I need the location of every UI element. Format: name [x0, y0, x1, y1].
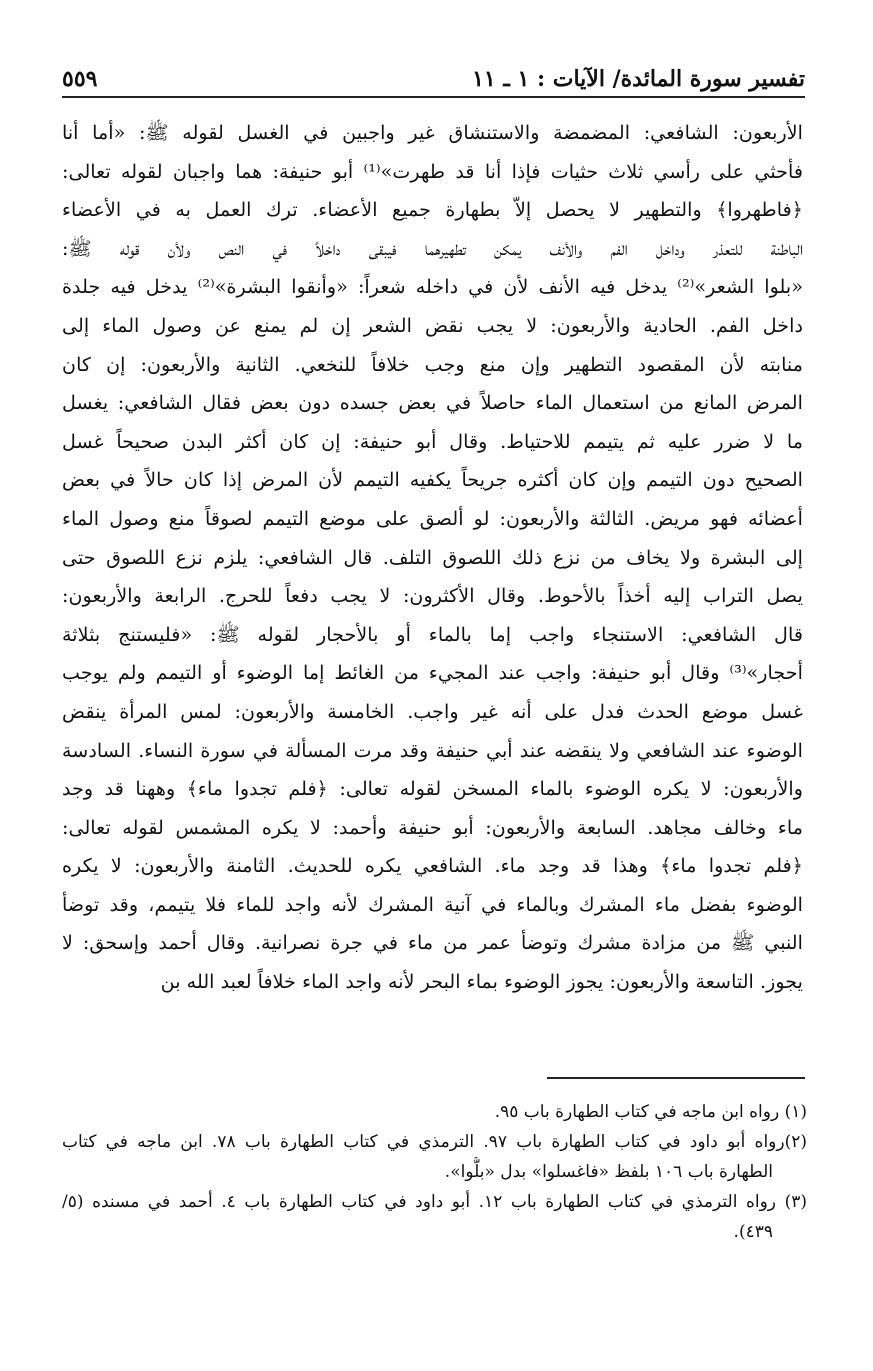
footnote — [62, 1187, 807, 1247]
footnote-line: ٤٣٩). — [733, 1222, 773, 1242]
text-line: المرض المانع من استعمال الماء حاصلاً في بعض جسده دون بعض فقال الشافعي: يغسل — [62, 391, 803, 415]
footnote-separator — [547, 1077, 805, 1079]
text-line: ماء وخالف مجاهد. السابعة والأربعون: أبو حنيفة وأحمد: لا يكره المشمس لقوله تعالى: — [62, 815, 803, 839]
page-number: ٥٥٩ — [62, 66, 98, 92]
footnote — [62, 1127, 807, 1187]
text-line: ﴿فلم تجدوا ماء﴾ وهذا قد وجد ماء. الشافعي يكره للحديث. الثامنة والأربعون: لا يكره — [62, 854, 803, 878]
text-line: منابته لأن المقصود التطهير وإن منع وجب خلافاً للنخعي. الثانية والأربعون: إن كان — [62, 352, 803, 376]
text-line: الصحيح دون التيمم وإن كان أكثره جريحاً يكفيه التيمم لأن المرض إذا كان حالاً في بعض — [62, 468, 803, 492]
text-line: الوضوء عند الشافعي ولا ينقضه عند أبي حنيفة وقد مرت المسألة في سورة النساء. السادسة — [62, 738, 803, 762]
text-line: ﴿فاطهروا﴾ والتطهير لا يحصل إلاّ بطهارة جميع الأعضاء. ترك العمل به في الأعضاء — [62, 198, 803, 222]
text-line: النبي ﷺ من مزادة مشرك وتوضأ عمر من ماء في جرة نصرانية. وقال أحمد وإسحق: لا — [62, 931, 803, 955]
footnote — [62, 1097, 807, 1127]
text-line: الباطنة للتعذر وداخل الفم والأنف يمكن تطهيرهما فيبقى داخلاً في النص ولأن قوله ﷺ: — [62, 236, 803, 260]
footnotes — [62, 1097, 807, 1247]
footnote-line: (١) رواه ابن ماجه في كتاب الطهارة باب ٩٥. — [494, 1102, 807, 1122]
footnote-line: (٢)رواه أبو داود في كتاب الطهارة باب ٩٧. الترمذي في كتاب الطهارة باب ٧٨. ابن ماجه في كتاب — [62, 1132, 807, 1152]
page-header — [62, 56, 805, 98]
text-line: فأحثي على رأسي ثلاث حثيات فإذا أنا قد طهرت»⁽¹⁾ أبو حنيفة: هما واجبان لقوله تعالى: — [62, 159, 803, 183]
text-line: أعضائه فهو مريض. الثالثة والأربعون: لو ألصق على موضع التيمم لصوقاً منع وصول الماء — [62, 506, 803, 530]
footnote-line: الطهارة باب ١٠٦ بلفظ «فاغسلوا» بدل «بلُّوا». — [444, 1162, 773, 1182]
text-line: ما لا ضرر عليه ثم يتيمم للاحتياط. وقال أبو حنيفة: إن كان أكثر البدن صحيحاً غسل — [62, 429, 803, 453]
text-line: إلى البشرة ولا يخاف من نزع ذلك اللصوق التلف. قال الشافعي: يلزم نزع اللصوق حتى — [62, 545, 803, 569]
main-text — [62, 114, 803, 1002]
running-title: تفسير سورة المائدة/ الآيات : ١ ـ ١١ — [472, 66, 805, 92]
text-line: داخل الفم. الحادية والأربعون: لا يجب نقض الشعر إن لم يمنع عن وصول الماء إلى — [62, 313, 803, 337]
text-line: يجوز. التاسعة والأربعون: يجوز الوضوء بماء البحر لأنه واجد الماء خلافاً لعبد الله بن — [160, 970, 803, 994]
text-line: يصل التراب إليه أخذاً بالأحوط. وقال الأكثرون: لا يجب دفعاً للحرج. الرابعة والأربعون: — [62, 584, 803, 608]
text-line: غسل موضع الحدث فدل على أنه غير واجب. الخامسة والأربعون: لمس المرأة ينقض — [62, 699, 803, 723]
footnote-line: (٣) رواه الترمذي في كتاب الطهارة باب ١٢. أبو داود في كتاب الطهارة باب ٤. أحمد في مسنده (٥/ — [62, 1192, 807, 1212]
text-line: والأربعون: لا يكره الوضوء بالماء المسخن لقوله تعالى: ﴿فلم تجدوا ماء﴾ وههنا قد وجد — [62, 777, 803, 801]
text-line: قال الشافعي: الاستنجاء واجب إما بالماء أو بالأحجار لقوله ﷺ: «فليستنج بثلاثة — [62, 622, 803, 646]
text-line: الوضوء بفضل ماء المشرك وبالماء في آنية المشرك لأنه واجد للماء فلا يتيمم، وقد توضأ — [62, 892, 803, 916]
text-line: الأربعون: الشافعي: المضمضة والاستنشاق غير واجبين في الغسل لقوله ﷺ: «أما أنا — [62, 121, 803, 144]
text-line: «بلوا الشعر»⁽²⁾ يدخل فيه الأنف لأن في داخله شعراً: «وأنقوا البشرة»⁽²⁾ يدخل فيه جلدة — [62, 275, 803, 299]
text-line: أحجار»⁽³⁾ وقال أبو حنيفة: واجب عند المجيء من الغائط إما الوضوء أو التيمم ولم يوجب — [62, 661, 803, 685]
